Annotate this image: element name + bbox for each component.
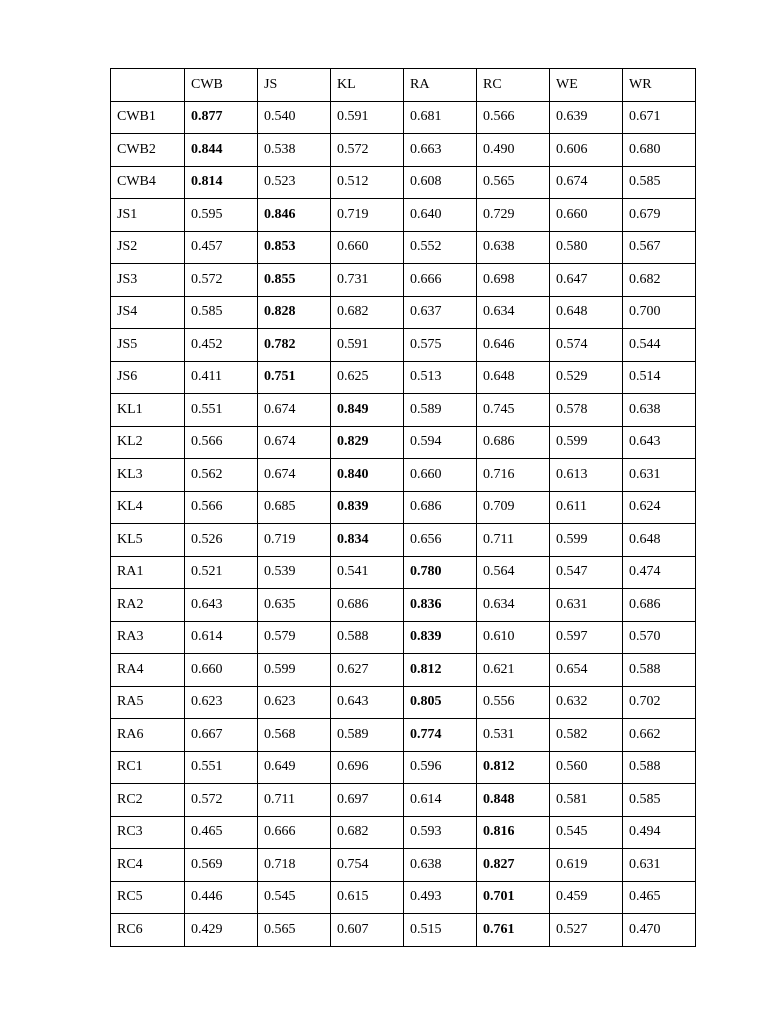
row-label-cell: JS2 [111, 231, 185, 264]
table-cell: 0.682 [331, 816, 404, 849]
table-row [111, 816, 696, 849]
header-cell-kl: KL [331, 69, 404, 102]
table-cell: 0.849 [331, 394, 404, 427]
table-cell: 0.589 [404, 394, 477, 427]
table-cell: 0.660 [331, 231, 404, 264]
table-cell: 0.729 [477, 199, 550, 232]
table-cell: 0.521 [185, 556, 258, 589]
table-cell: 0.582 [550, 719, 623, 752]
table-cell: 0.805 [404, 686, 477, 719]
table-cell: 0.674 [550, 166, 623, 199]
table-cell: 0.840 [331, 459, 404, 492]
header-cell-rc: RC [477, 69, 550, 102]
row-label-cell: KL3 [111, 459, 185, 492]
table-cell: 0.685 [258, 491, 331, 524]
table-cell: 0.538 [258, 134, 331, 167]
table-cell: 0.625 [331, 361, 404, 394]
table-row [111, 361, 696, 394]
table-cell: 0.591 [331, 329, 404, 362]
table-cell: 0.565 [258, 914, 331, 947]
table-cell: 0.686 [623, 589, 696, 622]
row-label-cell: RA2 [111, 589, 185, 622]
table-cell: 0.761 [477, 914, 550, 947]
table-cell: 0.648 [477, 361, 550, 394]
table-cell: 0.613 [550, 459, 623, 492]
table-cell: 0.575 [404, 329, 477, 362]
table-cell: 0.643 [331, 686, 404, 719]
table-cell: 0.459 [550, 881, 623, 914]
table-cell: 0.523 [258, 166, 331, 199]
table-row [111, 296, 696, 329]
table-cell: 0.623 [185, 686, 258, 719]
table-cell: 0.585 [185, 296, 258, 329]
table-cell: 0.540 [258, 101, 331, 134]
header-cell-cwb: CWB [185, 69, 258, 102]
table-cell: 0.638 [477, 231, 550, 264]
table-row [111, 394, 696, 427]
row-label-cell: RA1 [111, 556, 185, 589]
table-cell: 0.638 [623, 394, 696, 427]
row-label-cell: CWB2 [111, 134, 185, 167]
row-label-cell: RC5 [111, 881, 185, 914]
table-cell: 0.656 [404, 524, 477, 557]
table-cell: 0.696 [331, 751, 404, 784]
table-row [111, 524, 696, 557]
table-body [111, 101, 696, 946]
table-cell: 0.599 [550, 426, 623, 459]
table-cell: 0.638 [404, 849, 477, 882]
table-cell: 0.666 [404, 264, 477, 297]
table-cell: 0.686 [477, 426, 550, 459]
table-cell: 0.834 [331, 524, 404, 557]
table-row [111, 751, 696, 784]
table-cell: 0.545 [258, 881, 331, 914]
table-cell: 0.719 [331, 199, 404, 232]
table-cell: 0.547 [550, 556, 623, 589]
table-cell: 0.599 [258, 654, 331, 687]
table-cell: 0.539 [258, 556, 331, 589]
table-cell: 0.681 [404, 101, 477, 134]
table-row [111, 166, 696, 199]
table-cell: 0.643 [623, 426, 696, 459]
table-cell: 0.674 [258, 426, 331, 459]
table-cell: 0.572 [185, 264, 258, 297]
row-label-cell: RC4 [111, 849, 185, 882]
table-row [111, 914, 696, 947]
table-cell: 0.597 [550, 621, 623, 654]
table-cell: 0.846 [258, 199, 331, 232]
table-cell: 0.572 [185, 784, 258, 817]
row-label-cell: JS5 [111, 329, 185, 362]
table-row [111, 426, 696, 459]
table-cell: 0.608 [404, 166, 477, 199]
row-label-cell: RC6 [111, 914, 185, 947]
table-cell: 0.581 [550, 784, 623, 817]
table-cell: 0.624 [623, 491, 696, 524]
table-cell: 0.606 [550, 134, 623, 167]
table-row [111, 621, 696, 654]
table-cell: 0.839 [331, 491, 404, 524]
table-row [111, 556, 696, 589]
table-cell: 0.814 [185, 166, 258, 199]
table-cell: 0.595 [185, 199, 258, 232]
table-cell: 0.637 [404, 296, 477, 329]
table-cell: 0.632 [550, 686, 623, 719]
table-cell: 0.494 [623, 816, 696, 849]
header-cell-wr: WR [623, 69, 696, 102]
table-cell: 0.556 [477, 686, 550, 719]
table-cell: 0.580 [550, 231, 623, 264]
table-cell: 0.512 [331, 166, 404, 199]
header-cell-corner [111, 69, 185, 102]
table-row [111, 329, 696, 362]
table-cell: 0.514 [623, 361, 696, 394]
table-cell: 0.619 [550, 849, 623, 882]
table-row [111, 654, 696, 687]
table-cell: 0.836 [404, 589, 477, 622]
table-cell: 0.574 [550, 329, 623, 362]
row-label-cell: RC3 [111, 816, 185, 849]
table-cell: 0.545 [550, 816, 623, 849]
row-label-cell: CWB1 [111, 101, 185, 134]
table-cell: 0.686 [404, 491, 477, 524]
table-cell: 0.697 [331, 784, 404, 817]
table-cell: 0.634 [477, 296, 550, 329]
row-label-cell: KL5 [111, 524, 185, 557]
row-label-cell: KL2 [111, 426, 185, 459]
header-row [111, 69, 696, 102]
table-cell: 0.698 [477, 264, 550, 297]
table-cell: 0.648 [623, 524, 696, 557]
table-row [111, 231, 696, 264]
table-row [111, 199, 696, 232]
table-cell: 0.649 [258, 751, 331, 784]
table-cell: 0.646 [477, 329, 550, 362]
table-cell: 0.446 [185, 881, 258, 914]
table-row [111, 101, 696, 134]
table-cell: 0.711 [477, 524, 550, 557]
table-cell: 0.816 [477, 816, 550, 849]
table-cell: 0.682 [331, 296, 404, 329]
table-cell: 0.474 [623, 556, 696, 589]
table-cell: 0.568 [258, 719, 331, 752]
table-cell: 0.588 [331, 621, 404, 654]
row-label-cell: KL4 [111, 491, 185, 524]
table-cell: 0.599 [550, 524, 623, 557]
table-cell: 0.654 [550, 654, 623, 687]
table-cell: 0.634 [477, 589, 550, 622]
table-cell: 0.579 [258, 621, 331, 654]
table-row [111, 459, 696, 492]
table-cell: 0.578 [550, 394, 623, 427]
table-cell: 0.588 [623, 654, 696, 687]
table-cell: 0.589 [331, 719, 404, 752]
table-cell: 0.666 [258, 816, 331, 849]
table-cell: 0.544 [623, 329, 696, 362]
table-cell: 0.635 [258, 589, 331, 622]
loadings-table [110, 68, 696, 947]
table-cell: 0.562 [185, 459, 258, 492]
table-cell: 0.611 [550, 491, 623, 524]
table-cell: 0.745 [477, 394, 550, 427]
table-cell: 0.452 [185, 329, 258, 362]
table-row [111, 264, 696, 297]
table-cell: 0.839 [404, 621, 477, 654]
table-cell: 0.567 [623, 231, 696, 264]
table-cell: 0.828 [258, 296, 331, 329]
table-cell: 0.711 [258, 784, 331, 817]
table-cell: 0.531 [477, 719, 550, 752]
table-cell: 0.513 [404, 361, 477, 394]
table-cell: 0.719 [258, 524, 331, 557]
table-cell: 0.527 [550, 914, 623, 947]
table-cell: 0.572 [331, 134, 404, 167]
table-cell: 0.680 [623, 134, 696, 167]
table-row [111, 784, 696, 817]
table-cell: 0.631 [550, 589, 623, 622]
row-label-cell: KL1 [111, 394, 185, 427]
table-cell: 0.457 [185, 231, 258, 264]
table-cell: 0.812 [404, 654, 477, 687]
table-cell: 0.588 [623, 751, 696, 784]
table-cell: 0.593 [404, 816, 477, 849]
table-cell: 0.701 [477, 881, 550, 914]
table-cell: 0.827 [477, 849, 550, 882]
table-cell: 0.565 [477, 166, 550, 199]
row-label-cell: RC1 [111, 751, 185, 784]
table-cell: 0.591 [331, 101, 404, 134]
table-cell: 0.490 [477, 134, 550, 167]
table-cell: 0.782 [258, 329, 331, 362]
table-cell: 0.551 [185, 751, 258, 784]
table-row [111, 134, 696, 167]
table-cell: 0.663 [404, 134, 477, 167]
table-cell: 0.660 [550, 199, 623, 232]
table-cell: 0.541 [331, 556, 404, 589]
row-label-cell: RA4 [111, 654, 185, 687]
table-cell: 0.844 [185, 134, 258, 167]
table-cell: 0.686 [331, 589, 404, 622]
header-cell-we: WE [550, 69, 623, 102]
table-cell: 0.569 [185, 849, 258, 882]
table-cell: 0.615 [331, 881, 404, 914]
table-cell: 0.660 [185, 654, 258, 687]
table-cell: 0.570 [623, 621, 696, 654]
table-cell: 0.751 [258, 361, 331, 394]
row-label-cell: RA5 [111, 686, 185, 719]
table-cell: 0.566 [477, 101, 550, 134]
table-row [111, 719, 696, 752]
table-cell: 0.679 [623, 199, 696, 232]
table-cell: 0.610 [477, 621, 550, 654]
table-cell: 0.564 [477, 556, 550, 589]
table-cell: 0.877 [185, 101, 258, 134]
row-label-cell: RA6 [111, 719, 185, 752]
table-cell: 0.718 [258, 849, 331, 882]
table-cell: 0.465 [185, 816, 258, 849]
table-cell: 0.848 [477, 784, 550, 817]
table-cell: 0.780 [404, 556, 477, 589]
header-cell-js: JS [258, 69, 331, 102]
table-cell: 0.774 [404, 719, 477, 752]
table-cell: 0.702 [623, 686, 696, 719]
table-cell: 0.700 [623, 296, 696, 329]
table-cell: 0.631 [623, 849, 696, 882]
row-label-cell: JS4 [111, 296, 185, 329]
table-cell: 0.596 [404, 751, 477, 784]
table-cell: 0.614 [185, 621, 258, 654]
table-row [111, 881, 696, 914]
table-cell: 0.470 [623, 914, 696, 947]
row-label-cell: RA3 [111, 621, 185, 654]
table-cell: 0.465 [623, 881, 696, 914]
table-cell: 0.640 [404, 199, 477, 232]
table-cell: 0.515 [404, 914, 477, 947]
row-label-cell: JS6 [111, 361, 185, 394]
table-cell: 0.614 [404, 784, 477, 817]
table-cell: 0.585 [623, 784, 696, 817]
table-cell: 0.411 [185, 361, 258, 394]
table-cell: 0.639 [550, 101, 623, 134]
table-row [111, 491, 696, 524]
table-cell: 0.643 [185, 589, 258, 622]
table-cell: 0.667 [185, 719, 258, 752]
row-label-cell: JS3 [111, 264, 185, 297]
table-cell: 0.631 [623, 459, 696, 492]
table-cell: 0.660 [404, 459, 477, 492]
table-cell: 0.585 [623, 166, 696, 199]
table-cell: 0.662 [623, 719, 696, 752]
table-cell: 0.647 [550, 264, 623, 297]
table-cell: 0.594 [404, 426, 477, 459]
table-cell: 0.607 [331, 914, 404, 947]
table-cell: 0.526 [185, 524, 258, 557]
table-cell: 0.429 [185, 914, 258, 947]
table-header [111, 69, 696, 102]
table-cell: 0.812 [477, 751, 550, 784]
table-cell: 0.493 [404, 881, 477, 914]
table-cell: 0.552 [404, 231, 477, 264]
table-cell: 0.674 [258, 459, 331, 492]
table-cell: 0.709 [477, 491, 550, 524]
row-label-cell: CWB4 [111, 166, 185, 199]
table-cell: 0.855 [258, 264, 331, 297]
header-cell-ra: RA [404, 69, 477, 102]
table-cell: 0.829 [331, 426, 404, 459]
table-cell: 0.621 [477, 654, 550, 687]
table-cell: 0.853 [258, 231, 331, 264]
table-cell: 0.682 [623, 264, 696, 297]
table-cell: 0.716 [477, 459, 550, 492]
table-row [111, 849, 696, 882]
table-row [111, 686, 696, 719]
table-cell: 0.529 [550, 361, 623, 394]
table-cell: 0.754 [331, 849, 404, 882]
table-cell: 0.671 [623, 101, 696, 134]
table-cell: 0.551 [185, 394, 258, 427]
row-label-cell: RC2 [111, 784, 185, 817]
table-cell: 0.674 [258, 394, 331, 427]
table-cell: 0.566 [185, 426, 258, 459]
row-label-cell: JS1 [111, 199, 185, 232]
table-row [111, 589, 696, 622]
table-cell: 0.627 [331, 654, 404, 687]
table-cell: 0.648 [550, 296, 623, 329]
table-cell: 0.560 [550, 751, 623, 784]
table-cell: 0.623 [258, 686, 331, 719]
table-cell: 0.731 [331, 264, 404, 297]
table-cell: 0.566 [185, 491, 258, 524]
